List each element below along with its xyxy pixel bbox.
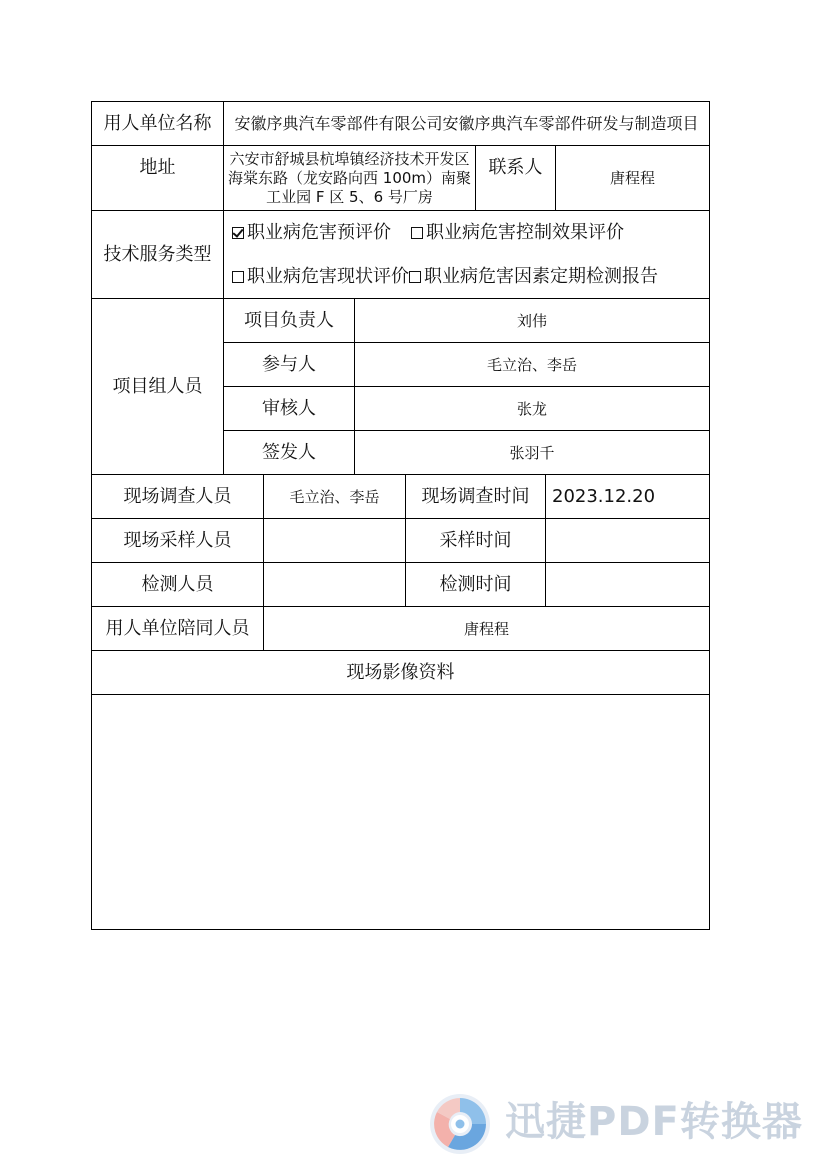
sampling-staff-label: 现场采样人员 xyxy=(123,529,232,551)
testing-time-value xyxy=(546,563,709,606)
team-member: 刘伟 xyxy=(516,311,547,330)
employer-label: 用人单位名称 xyxy=(103,112,212,134)
team-member: 张龙 xyxy=(516,399,547,418)
option-status-evaluation: 职业病危害现状评价 xyxy=(247,266,409,287)
project-team-label: 项目组人员 xyxy=(112,375,203,397)
team-member: 毛立治、李岳 xyxy=(486,355,577,374)
sampling-time-label: 采样时间 xyxy=(439,529,512,551)
testing-time-label: 检测时间 xyxy=(439,573,512,595)
xunjie-logo-icon xyxy=(428,1092,492,1156)
testing-staff-value xyxy=(264,563,405,606)
sampling-staff-value xyxy=(264,519,405,562)
address-value: 六安市舒城县杭埠镇经济技术开发区海棠东路（龙安路向西 100m）南聚工业园 F 区 5、6 号厂房 xyxy=(228,149,472,206)
option-pre-evaluation: 职业病危害预评价 xyxy=(247,222,391,243)
team-role: 审核人 xyxy=(262,397,316,419)
employer-name: 安徽序典汽车零部件有限公司安徽序典汽车零部件研发与制造项目 xyxy=(234,113,699,133)
photos-label: 现场影像资料 xyxy=(346,661,455,683)
checkbox-icon[interactable] xyxy=(232,271,244,283)
checked-checkbox-icon[interactable] xyxy=(232,227,244,239)
photos-area xyxy=(92,695,709,929)
team-role: 参与人 xyxy=(262,353,316,375)
address-label: 地址 xyxy=(139,157,176,178)
escort-value: 唐程程 xyxy=(463,619,509,638)
service-type-label: 技术服务类型 xyxy=(103,243,212,265)
service-options-row-2 xyxy=(232,266,658,288)
testing-staff-label: 检测人员 xyxy=(141,573,214,595)
service-options-row-1 xyxy=(232,222,624,244)
option-control-effect-evaluation: 职业病危害控制效果评价 xyxy=(426,222,624,243)
option-periodic-detection-report: 职业病危害因素定期检测报告 xyxy=(424,266,658,287)
watermark-text: 迅捷PDF转换器 xyxy=(505,1099,803,1145)
team-role: 项目负责人 xyxy=(244,309,334,331)
escort-label: 用人单位陪同人员 xyxy=(105,617,250,639)
team-member: 张羽千 xyxy=(509,443,555,462)
contact-name: 唐程程 xyxy=(609,169,655,187)
survey-time-value: 2023.12.20 xyxy=(552,485,656,507)
checkbox-icon[interactable] xyxy=(411,227,423,239)
survey-staff-label: 现场调查人员 xyxy=(123,485,232,507)
team-role: 签发人 xyxy=(262,441,316,463)
survey-time-label: 现场调查时间 xyxy=(421,485,530,507)
contact-label: 联系人 xyxy=(488,157,543,178)
checkbox-icon[interactable] xyxy=(409,271,421,283)
sampling-time-value xyxy=(546,519,709,562)
survey-staff-value: 毛立治、李岳 xyxy=(289,487,380,506)
